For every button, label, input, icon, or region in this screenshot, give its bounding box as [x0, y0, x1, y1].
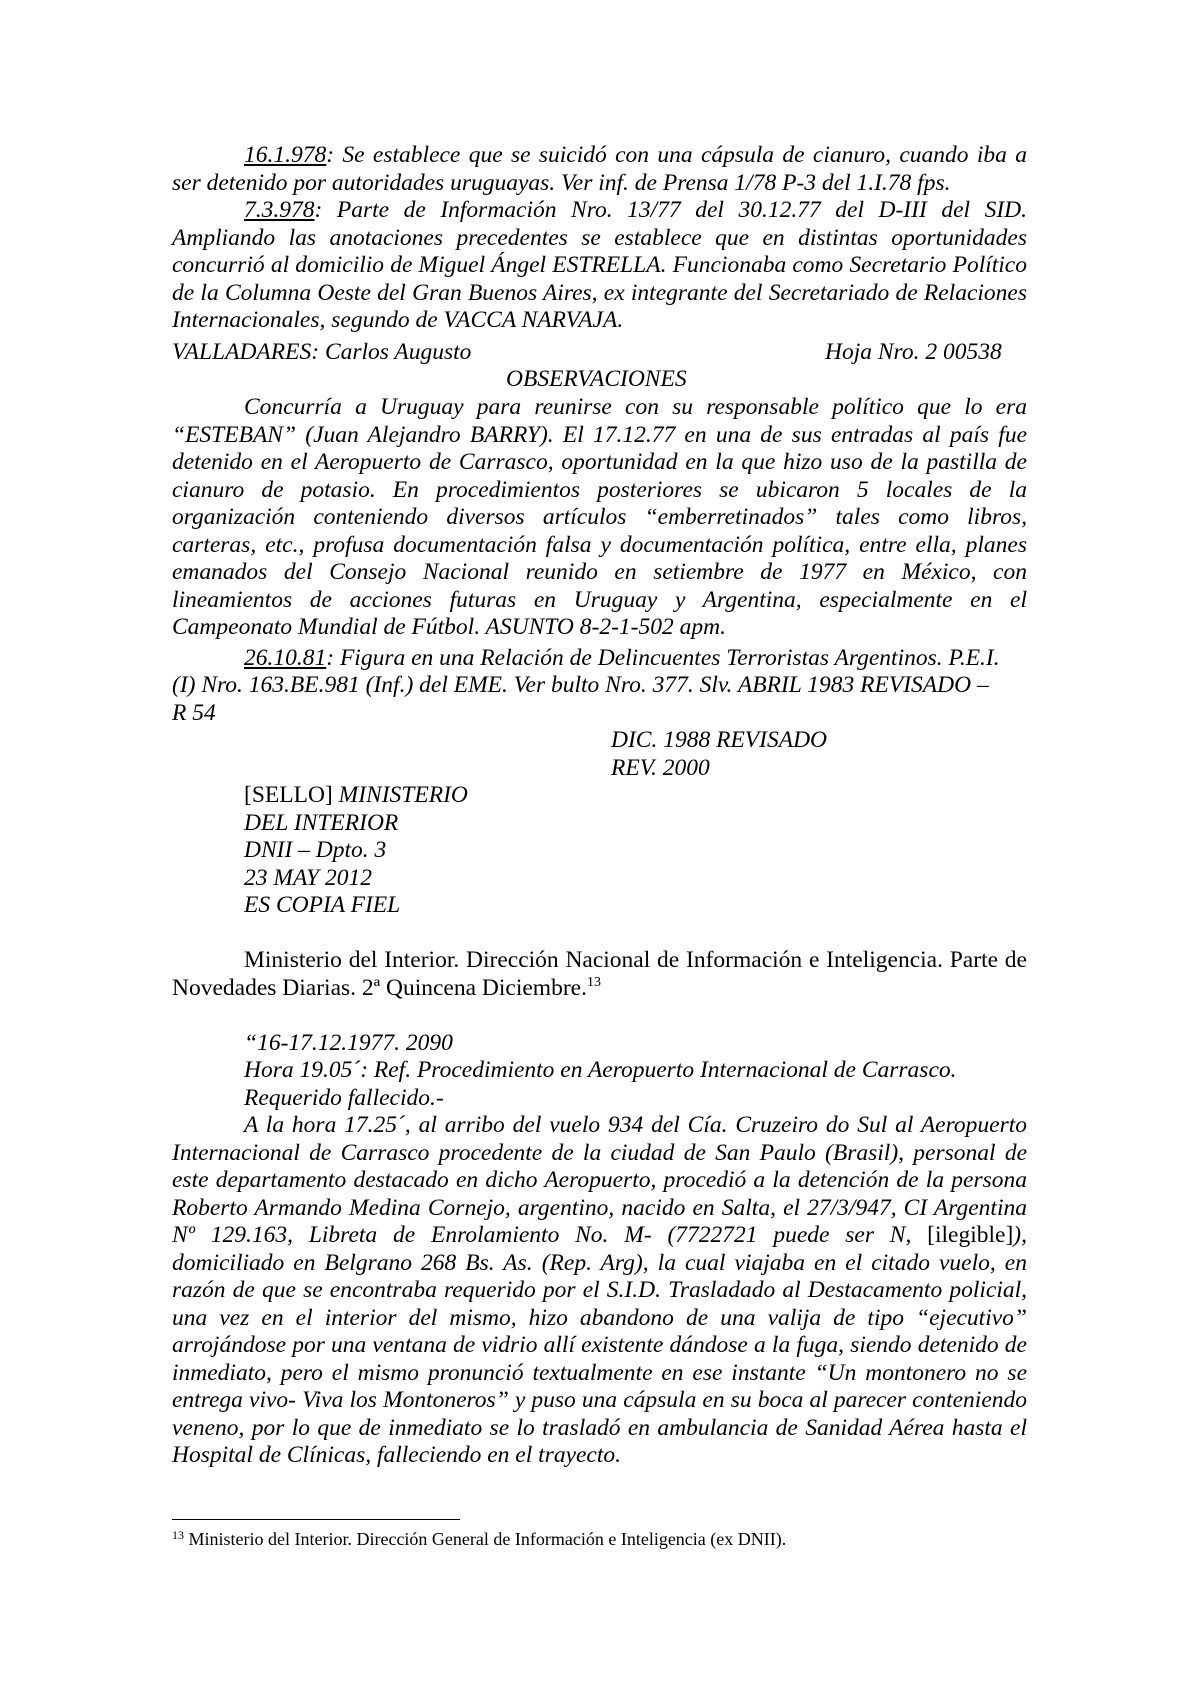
footnote-text: Ministerio del Interior. Dirección General de Información e Inteligencia (ex DNII). [188, 1529, 787, 1549]
revision-2000: REV. 2000 [611, 755, 710, 781]
entry-26-10-81-line2: (I) Nro. 163.BE.981 (Inf.) del EME. Ver bulto Nro. 377. Slv. ABRIL 1983 REVISADO – [172, 672, 989, 698]
entry-date: 26.10.81 [244, 645, 327, 671]
entry-16-1-978 [172, 142, 1027, 197]
quote-body [172, 1112, 1027, 1470]
footnote-number: 13 [172, 1528, 184, 1542]
stamp-line-5: ES COPIA FIEL [244, 892, 401, 918]
quote-body-b: ), domiciliado en Belgrano 268 Bs. As. (Rep. Arg), la cual viajaba en el citado vuelo, en razón de que se encontraba requerido por el S.I.D. Trasladado al Destacamento policial, una vez en el interior del mismo, hizo abandono de una valija de tipo “ejecutivo” arrojándose por una ventana de vidrio allí existente dándose a la fuga, siendo detenido de inmediato, pero el mismo pronunció textualmente en ese instante “Un montonero no se entrega vivo- Viva los Montoneros” y puso una cápsula en su boca al parecer conteniendo veneno, por lo que de inmediato se lo trasladó en ambulancia de Sanidad Aérea hasta el Hospital de Clínicas, falleciendo en el trayecto. [172, 1222, 1027, 1468]
entry-7-3-978 [172, 197, 1027, 335]
entry-text: : Parte de Información Nro. 13/77 del 30.12.77 del D-III del SID. Ampliando las anotaciones precedentes se establece que en distintas oportunidades concurrió al domicilio de Miguel Ángel ESTRELLA. Funcionaba como Secretario Político de la Columna Oeste del Gran Buenos Aires, ex integrante del Secretariado de Relaciones Internacionales, segundo de VACCA NARVAJA. [172, 197, 1027, 333]
footnote [172, 1528, 786, 1550]
stamp-tag: [SELLO] [244, 782, 333, 808]
footnote-divider [172, 1519, 460, 1520]
observaciones-heading: OBSERVACIONES [506, 366, 687, 392]
subject-name: VALLADARES: Carlos Augusto [172, 339, 472, 365]
entry-26-10-81-line1 [244, 645, 1000, 673]
stamp-text: MINISTERIO [338, 782, 468, 808]
source-text: Ministerio del Interior. Dirección Nacional de Información e Inteligencia. Parte de Novedades Diarias. 2ª Quincena Diciembre. [172, 947, 1027, 1001]
footnote-ref: 13 [586, 974, 601, 990]
stamp-line-2: DEL INTERIOR [244, 810, 399, 836]
illegible-mark: [ilegible] [927, 1222, 1014, 1248]
entry-date: 16.1.978 [244, 142, 327, 168]
entry-date: 7.3.978 [244, 197, 315, 223]
entry-text: : Se establece que se suicidó con una cápsula de cianuro, cuando iba a ser detenido por autoridades uruguayas. Ver inf. de Prensa 1/78 P-3 del 1.I.78 fps. [172, 142, 1027, 196]
sheet-number: Hoja Nro. 2 00538 [825, 339, 1002, 365]
entry-26-10-81-line3: R 54 [172, 700, 216, 726]
quote-line-3: Requerido fallecido.- [244, 1085, 444, 1111]
quote-line-1: “16-17.12.1977. 2090 [244, 1030, 453, 1056]
stamp-line-4: 23 MAY 2012 [244, 865, 372, 891]
revision-1988: DIC. 1988 REVISADO [611, 727, 828, 753]
entry-text: : Figura en una Relación de Delincuentes Terroristas Argentinos. P.E.I. [326, 645, 1000, 671]
stamp-line-1 [244, 782, 468, 810]
quote-line-2: Hora 19.05´: Ref. Procedimiento en Aeropuerto Internacional de Carrasco. [244, 1057, 957, 1083]
source-citation [172, 947, 1027, 1002]
quote-body-a: A la hora 17.25´, al arribo del vuelo 934 del Cía. Cruzeiro do Sul al Aeropuerto Internacional de Carrasco procedente de la ciudad de San Paulo (Brasil), personal de este departamento destacado en dicho Aeropuerto, procedió a la detención de la persona Roberto Armando Medina Cornejo, argentino, nacido en Salta, el 27/3/947, CI Argentina Nº 129.163, Libreta de Enrolamiento No. M- (7722721 puede ser N, [172, 1112, 1027, 1248]
observaciones-body: Concurría a Uruguay para reunirse con su responsable político que lo era “ESTEBAN” (Juan Alejandro BARRY). El 17.12.77 en una de sus entradas al país fue detenido en el Aeropuerto de Carrasco, oportunidad en la que hizo uso de la pastilla de cianuro de potasio. En procedimientos posteriores se ubicaron 5 locales de la organización conteniendo diversos artículos “emberretinados” tales como libros, carteras, etc., profusa documentación falsa y documentación política, entre ella, planes emanados del Consejo Nacional reunido en setiembre de 1977 en México, con lineamientos de acciones futuras en Uruguay y Argentina, especialmente en el Campeonato Mundial de Fútbol. ASUNTO 8-2-1-502 apm. [172, 394, 1027, 640]
stamp-line-3: DNII – Dpto. 3 [244, 837, 387, 863]
